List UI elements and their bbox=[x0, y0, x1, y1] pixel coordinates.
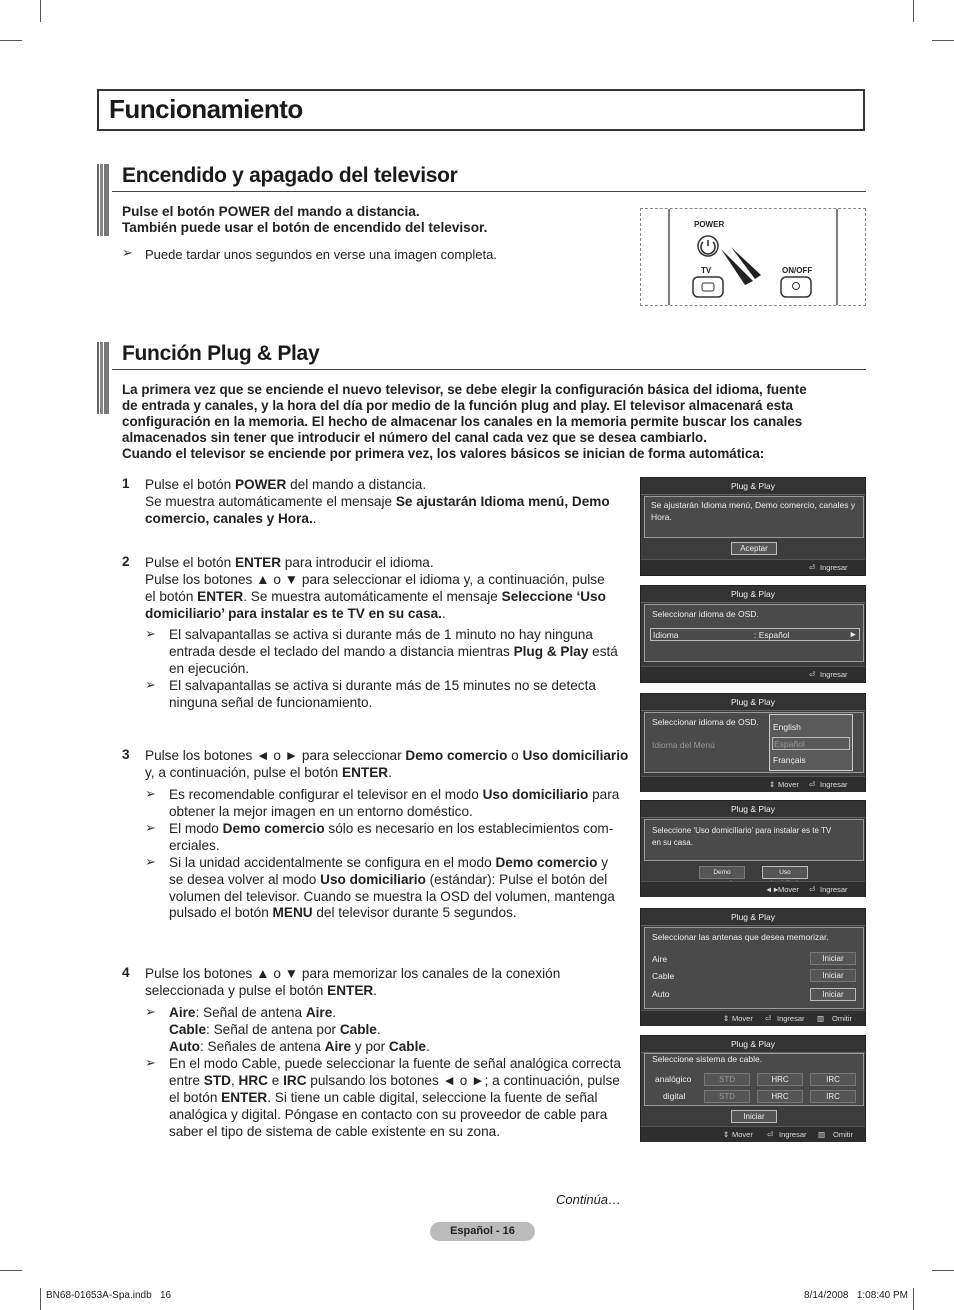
idioma-row[interactable] bbox=[650, 628, 860, 641]
aceptar-button[interactable]: Aceptar bbox=[731, 542, 777, 555]
osd-screen-2 bbox=[640, 585, 866, 683]
step3-note3-d: pulsado el botón MENU del televisor durante 5 segundos. bbox=[169, 905, 517, 920]
updown-icon: ⇕ bbox=[723, 1014, 730, 1023]
section-rule bbox=[112, 191, 866, 192]
step2-line4: domiciliario’ para instalar es te TV en su casa.. bbox=[145, 606, 446, 621]
leftright-icon: ◄► bbox=[765, 885, 780, 894]
remote-power-label: POWER bbox=[694, 220, 725, 229]
osd-footer bbox=[641, 1010, 865, 1026]
note-arrow-icon: ➢ bbox=[145, 786, 156, 801]
osd-header: Plug & Play bbox=[641, 801, 865, 818]
analog-hrc-button[interactable]: HRC bbox=[757, 1073, 803, 1086]
enter-icon: ⏎ bbox=[809, 563, 816, 572]
section1-line2: También puede usar el botón de encendido del televisor. bbox=[122, 220, 488, 235]
intro-line: almacenados sin tener que introducir el número del canal cada vez que se desea cambiarlo. bbox=[122, 430, 707, 445]
osd-footer-move: Mover bbox=[732, 1130, 753, 1139]
osd-screen-3 bbox=[640, 693, 866, 792]
remote-control-icon bbox=[641, 209, 865, 305]
osd-screen-5 bbox=[640, 908, 866, 1026]
osd-footer-enter: Ingresar bbox=[820, 563, 848, 572]
step3-note1-b: obtener la mejor imagen en un entorno doméstico. bbox=[169, 804, 473, 819]
uso-domiciliario-button[interactable]: Uso bbox=[762, 866, 808, 879]
enter-icon: ⏎ bbox=[809, 780, 816, 789]
osd-screen-6 bbox=[640, 1035, 866, 1142]
step3-note1-a: Es recomendable configurar el televisor en el modo Uso domiciliario para bbox=[169, 787, 620, 802]
osd-footer-enter: Ingresar bbox=[779, 1130, 807, 1139]
analog-irc-button[interactable]: IRC bbox=[810, 1073, 856, 1086]
idioma-value: : Español bbox=[754, 630, 790, 640]
osd-message: Seleccione ‘Uso domiciliario’ para instalar es te TV bbox=[652, 826, 832, 835]
section-bar bbox=[97, 164, 109, 236]
step4-line1: Pulse los botones ▲ o ▼ para memorizar los canales de la conexión bbox=[145, 966, 561, 981]
crop-mark bbox=[932, 1270, 954, 1271]
step4-line2: seleccionada y pulse el botón ENTER. bbox=[145, 983, 377, 998]
osd-message: Seleccione sistema de cable. bbox=[652, 1054, 763, 1064]
iniciar-auto-button[interactable]: Iniciar bbox=[810, 988, 856, 1001]
updown-icon: ⇕ bbox=[723, 1130, 730, 1139]
iniciar-cable-button[interactable]: Iniciar bbox=[810, 969, 856, 982]
crop-mark bbox=[913, 0, 914, 22]
remote-tv-label: TV bbox=[701, 266, 712, 275]
idioma-label: Idioma bbox=[653, 630, 679, 640]
step4-note2-e: saber el tipo de sistema de cable existente en su zona. bbox=[169, 1124, 500, 1139]
step3-note3-b: se desea volver al modo Uso domiciliario (estándar): Pulse el botón del bbox=[169, 872, 608, 887]
osd-message: Seleccionar las antenas que desea memorizar. bbox=[652, 932, 829, 942]
language-option-label: Español bbox=[774, 739, 805, 749]
step-number: 4 bbox=[122, 965, 130, 980]
note-arrow-icon: ➢ bbox=[145, 1004, 156, 1019]
step-number: 1 bbox=[122, 476, 130, 491]
osd-footer-move: Mover bbox=[732, 1014, 753, 1023]
osd-footer bbox=[641, 881, 865, 897]
step4-note2-d: analógica y digital. Póngase en contacto con su proveedor de cable para bbox=[169, 1107, 608, 1122]
osd-footer-enter: Ingresar bbox=[820, 780, 848, 789]
skip-icon: ▥ bbox=[817, 1014, 825, 1023]
osd-message: Hora. bbox=[651, 512, 672, 522]
step2-note2-a: El salvapantallas se activa si durante más de 15 minutes no se detecta bbox=[169, 678, 596, 693]
crop-mark bbox=[40, 1288, 41, 1310]
osd-footer bbox=[641, 1126, 865, 1142]
crop-mark bbox=[0, 1270, 22, 1271]
osd-footer-enter: Ingresar bbox=[777, 1014, 805, 1023]
antenna-cable-label: Cable bbox=[652, 971, 675, 981]
osd-footer-enter: Ingresar bbox=[820, 670, 848, 679]
language-option[interactable]: Français bbox=[773, 755, 806, 765]
osd-screen-1 bbox=[640, 477, 866, 576]
intro-line: configuración en la memoria. El hecho de almacenar los canales en la memoria permite buscar los canales bbox=[122, 414, 803, 429]
step2-line3: el botón ENTER. Se muestra automáticamente el mensaje Seleccione ‘Uso bbox=[145, 589, 606, 604]
section-heading-encendido: Encendido y apagado del televisor bbox=[122, 164, 458, 187]
step-number: 2 bbox=[122, 554, 130, 569]
step4-note2-a: En el modo Cable, puede seleccionar la fuente de señal analógica correcta bbox=[169, 1056, 621, 1071]
step3-note3-a: Si la unidad accidentalmente se configura en el modo Demo comercio y bbox=[169, 855, 609, 870]
digital-hrc-button[interactable]: HRC bbox=[757, 1090, 803, 1103]
section-rule bbox=[112, 369, 866, 370]
osd-screen-4 bbox=[640, 800, 866, 897]
step2-line2: Pulse los botones ▲ o ▼ para seleccionar el idioma y, a continuación, pulse bbox=[145, 572, 605, 587]
digital-irc-button[interactable]: IRC bbox=[810, 1090, 856, 1103]
remote-illustration bbox=[640, 208, 866, 306]
note-arrow-icon: ➢ bbox=[122, 245, 133, 260]
page-title: Funcionamiento bbox=[109, 94, 303, 124]
osd-footer-skip: Omitir bbox=[833, 1130, 853, 1139]
page-title-box bbox=[97, 89, 865, 131]
step2-note1-c: en ejecución. bbox=[169, 661, 250, 676]
iniciar-button[interactable]: Iniciar bbox=[731, 1110, 777, 1123]
note-arrow-icon: ➢ bbox=[145, 854, 156, 869]
step1-line3: comercio, canales y Hora.. bbox=[145, 511, 317, 526]
step2-note2-b: ninguna señal de funcionamiento. bbox=[169, 695, 373, 710]
osd-content bbox=[644, 604, 864, 662]
enter-icon: ⏎ bbox=[767, 1130, 774, 1139]
digital-label: digital bbox=[663, 1091, 686, 1101]
osd-footer-move: Mover bbox=[778, 780, 799, 789]
step3-line1: Pulse los botones ◄ o ► para seleccionar Demo comercio o Uso domiciliario bbox=[145, 748, 629, 763]
osd-message-box bbox=[644, 496, 864, 538]
step2-note1-a: El salvapantallas se activa si durante más de 1 minuto no hay ninguna bbox=[169, 627, 593, 642]
note-arrow-icon: ➢ bbox=[145, 820, 156, 835]
crop-mark bbox=[0, 40, 22, 41]
note-arrow-icon: ➢ bbox=[145, 677, 156, 692]
osd-message: Seleccionar idioma de OSD. bbox=[652, 609, 759, 619]
crop-mark bbox=[932, 40, 954, 41]
updown-icon: ⇕ bbox=[769, 780, 776, 789]
osd-content bbox=[644, 927, 864, 1009]
step1-line2: Se muestra automáticamente el mensaje Se ajustarán Idioma menú, Demo bbox=[145, 494, 610, 509]
step4-aire: Aire: Señal de antena Aire. bbox=[169, 1005, 337, 1020]
section1-note: Puede tardar unos segundos en verse una imagen completa. bbox=[145, 247, 497, 262]
enter-icon: ⏎ bbox=[765, 1014, 772, 1023]
page-number-badge: Español - 16 bbox=[430, 1222, 535, 1241]
demo-comercio-button[interactable]: Demo bbox=[699, 866, 745, 879]
step3-note2-a: El modo Demo comercio sólo es necesario en los establecimientos com- bbox=[169, 821, 614, 836]
intro-line: La primera vez que se enciende el nuevo televisor, se debe elegir la configuración básica del idioma, fuente bbox=[122, 382, 807, 397]
footer-date: 8/14/2008 1:08:40 PM bbox=[804, 1290, 908, 1301]
osd-header: Plug & Play bbox=[641, 694, 865, 711]
osd-footer-enter: Ingresar bbox=[820, 885, 848, 894]
skip-icon: ▥ bbox=[818, 1130, 826, 1139]
osd-footer bbox=[641, 776, 865, 792]
arrow-right-icon: ► bbox=[849, 629, 858, 639]
step3-note2-b: erciales. bbox=[169, 838, 220, 853]
intro-line: Cuando el televisor se enciende por primera vez, los valores básicos se inician de forma automática: bbox=[122, 446, 765, 461]
osd-header: Plug & Play bbox=[641, 586, 865, 603]
osd-footer bbox=[641, 559, 865, 575]
language-dropdown[interactable] bbox=[769, 714, 853, 771]
crop-mark bbox=[913, 1288, 914, 1310]
osd-content bbox=[644, 712, 864, 773]
continua-label: Continúa… bbox=[556, 1192, 622, 1207]
osd-header: Plug & Play bbox=[641, 1036, 865, 1053]
osd-content bbox=[644, 1053, 864, 1106]
osd-footer-move: Mover bbox=[778, 885, 799, 894]
osd-message: Se ajustarán Idioma menú, Demo comercio, canales y bbox=[651, 500, 856, 510]
crop-mark bbox=[40, 0, 41, 22]
osd-message: Seleccionar idioma de OSD. bbox=[652, 717, 759, 727]
remote-onoff-label: ON/OFF bbox=[782, 266, 813, 275]
footer-file-info: BN68-01653A-Spa.indb 16 bbox=[46, 1290, 172, 1301]
note-arrow-icon: ➢ bbox=[145, 1055, 156, 1070]
step1-line1: Pulse el botón POWER del mando a distancia. bbox=[145, 477, 427, 492]
step4-cable: Cable: Señal de antena por Cable. bbox=[169, 1022, 381, 1037]
step2-note1-b: entrada desde el teclado del mando a distancia mientras Plug & Play está bbox=[169, 644, 618, 659]
language-option-selected[interactable] bbox=[772, 737, 850, 750]
osd-header: Plug & Play bbox=[641, 478, 865, 495]
step4-auto: Auto: Señales de antena Aire y por Cable. bbox=[169, 1039, 430, 1054]
step-number: 3 bbox=[122, 747, 130, 762]
menu-language-label: Idioma del Menú bbox=[652, 740, 715, 750]
step4-note2-c: el botón ENTER. Si tiene un cable digital, seleccione la fuente de señal bbox=[169, 1090, 598, 1105]
osd-message-box bbox=[644, 819, 864, 861]
language-option[interactable]: English bbox=[773, 722, 801, 732]
analog-std-button[interactable]: STD bbox=[704, 1073, 750, 1086]
osd-header: Plug & Play bbox=[641, 909, 865, 926]
section-bar bbox=[97, 342, 109, 414]
analog-label: analógico bbox=[655, 1074, 692, 1084]
step3-note3-c: volumen del televisor. Cuando se muestra la OSD del volumen, mantenga bbox=[169, 889, 615, 904]
section1-line1: Pulse el botón POWER del mando a distancia. bbox=[122, 204, 420, 219]
iniciar-aire-button[interactable]: Iniciar bbox=[810, 952, 856, 965]
osd-footer bbox=[641, 666, 865, 682]
enter-icon: ⏎ bbox=[809, 885, 816, 894]
step3-line2: y, a continuación, pulse el botón ENTER. bbox=[145, 765, 392, 780]
step4-note2-b: entre STD, HRC e IRC pulsando los botones ◄ o ►; a continuación, pulse bbox=[169, 1073, 620, 1088]
digital-std-button[interactable]: STD bbox=[704, 1090, 750, 1103]
antenna-auto-label: Auto bbox=[652, 989, 670, 999]
osd-message: en su casa. bbox=[652, 838, 693, 847]
osd-footer-skip: Omitir bbox=[832, 1014, 852, 1023]
step2-line1: Pulse el botón ENTER para introducir el idioma. bbox=[145, 555, 434, 570]
note-arrow-icon: ➢ bbox=[145, 626, 156, 641]
enter-icon: ⏎ bbox=[809, 670, 816, 679]
intro-line: de entrada y canales, y la hora del día por medio de la función plug and play. El televisor almacenará esta bbox=[122, 398, 793, 413]
section-heading-plugplay: Función Plug & Play bbox=[122, 342, 320, 365]
antenna-aire-label: Aire bbox=[652, 954, 668, 964]
